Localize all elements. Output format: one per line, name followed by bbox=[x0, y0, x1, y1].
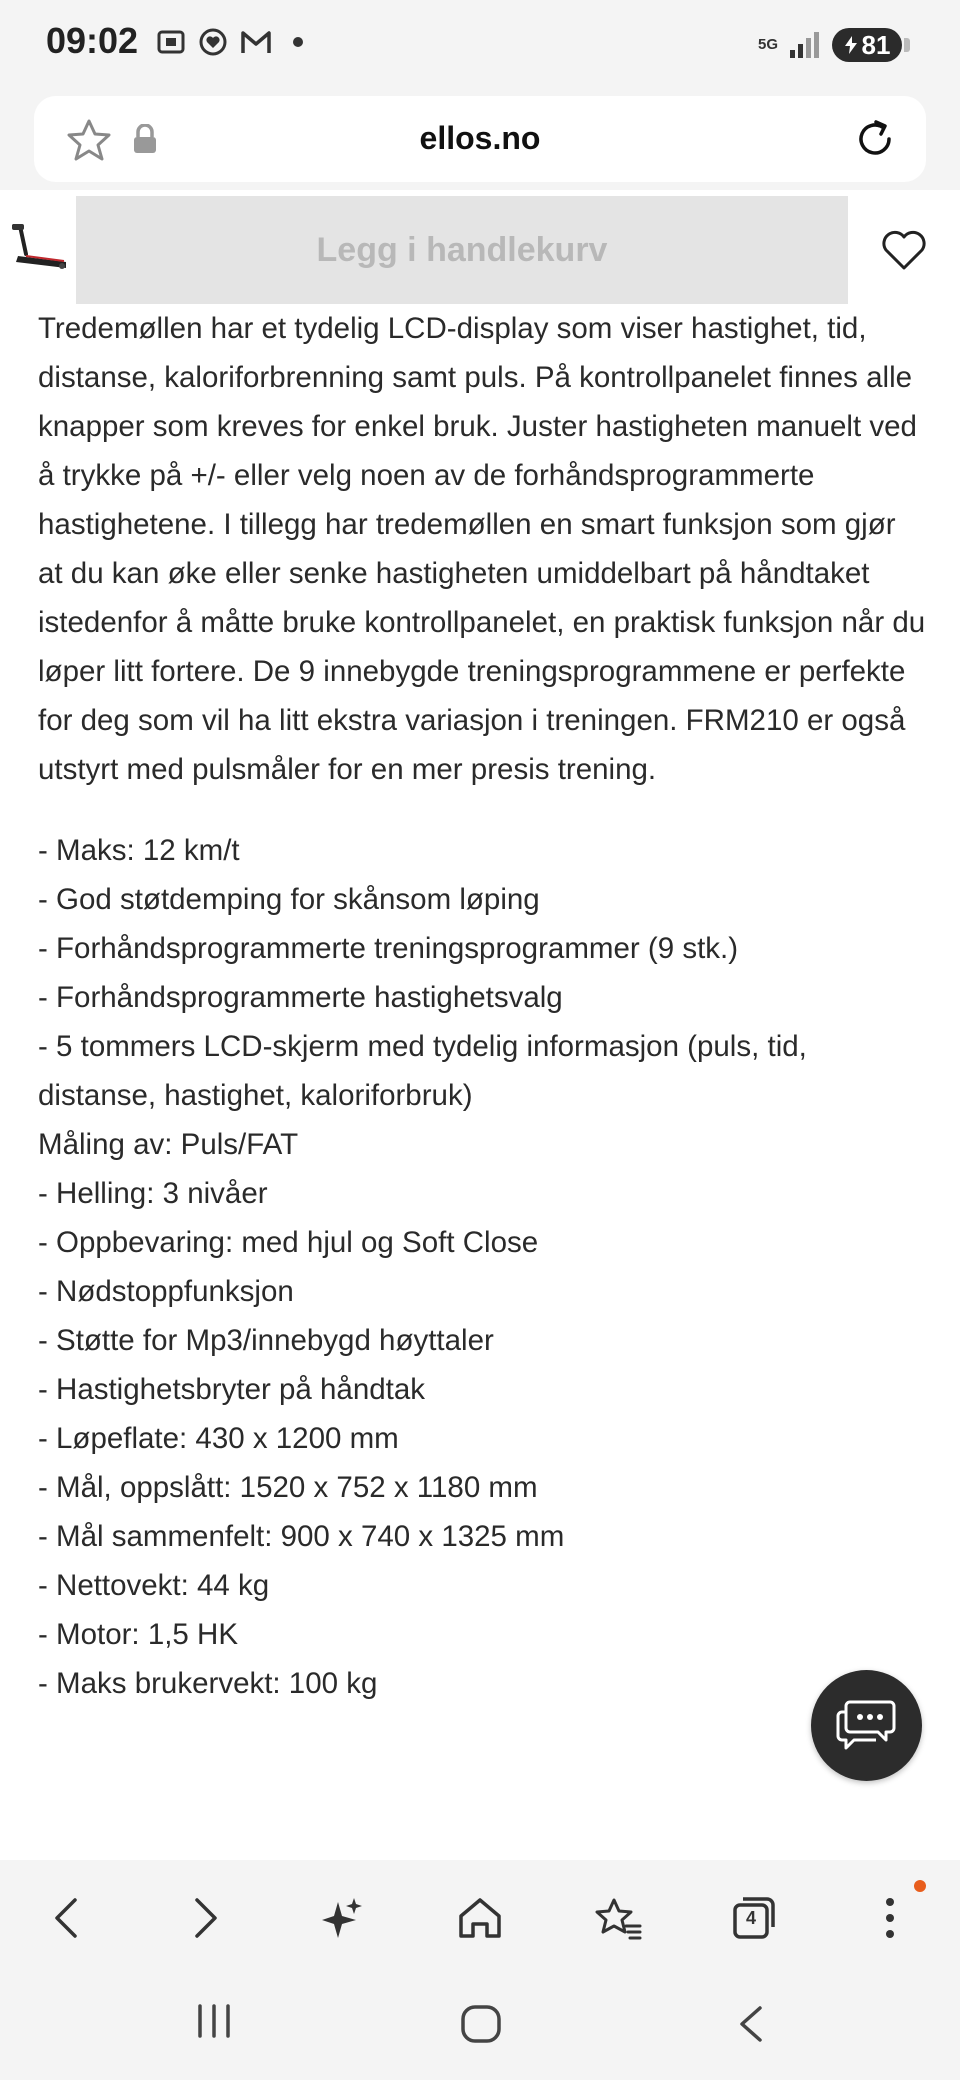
add-to-cart-button[interactable]: Legg i handlekurv bbox=[76, 196, 848, 304]
status-system-icons bbox=[758, 28, 910, 62]
spec-item: - Løpeflate: 430 x 1200 mm bbox=[38, 1422, 399, 1455]
tabs-button[interactable] bbox=[724, 1888, 784, 1948]
spec-item: - Helling: 3 nivåer bbox=[38, 1177, 268, 1210]
spec-item: - Hastighetsbryter på håndtak bbox=[38, 1373, 425, 1406]
sparkle-icon bbox=[320, 1896, 364, 1940]
spec-item: - Maks brukervekt: 100 kg bbox=[38, 1667, 378, 1700]
spec-item: - Maks: 12 km/t bbox=[38, 834, 240, 867]
browser-toolbar bbox=[0, 90, 960, 190]
status-notification-icons bbox=[155, 26, 303, 58]
battery-nub bbox=[904, 38, 910, 52]
spec-item: - God støtdemping for skånsom løping bbox=[38, 883, 540, 916]
back-system-icon[interactable] bbox=[736, 2004, 764, 2044]
recent-apps-icon[interactable] bbox=[196, 2004, 232, 2038]
product-description bbox=[38, 304, 928, 1708]
ai-assist-button[interactable] bbox=[312, 1888, 372, 1948]
sticky-product-bar bbox=[0, 190, 960, 308]
spec-item: - Nødstoppfunksjon bbox=[38, 1275, 294, 1308]
more-notifications-icon bbox=[293, 37, 303, 47]
status-time: 09:02 bbox=[46, 20, 139, 61]
health-icon bbox=[197, 26, 229, 58]
description-paragraph: Tredemøllen har et tydelig LCD-display som viser hastighet, tid, distanse, kaloriforbrenning samt puls. På kontrollpanelet finnes alle knapper som kreves for enkel bruk. Juster hastigheten manuelt ved å trykke på +/- eller velg noen av de forhåndsprogrammerte hastighetene. I tillegg har tredemøllen en smart funksjon som gjør at du kan øke eller senke hastigheten umiddelbart på håndtaket istedenfor å måtte bruke kontrollpanelet, en praktisk funksjon når du løper litt fortere. De 9 innebygde treningsprogrammene er perfekte for deg som vil ha litt ekstra variasjon i treningen. FRM210 er også utstyrt med pulsmåler for en mer presis trening. bbox=[38, 312, 926, 786]
chat-icon bbox=[836, 1698, 898, 1754]
menu-button[interactable] bbox=[860, 1888, 920, 1948]
forward-button[interactable] bbox=[176, 1888, 236, 1948]
battery-level: 81 bbox=[861, 29, 891, 60]
spec-item: - Oppbevaring: med hjul og Soft Close bbox=[38, 1226, 539, 1259]
gmail-icon bbox=[239, 27, 273, 57]
spec-item: - Mål, oppslått: 1520 x 752 x 1180 mm bbox=[38, 1471, 538, 1504]
spec-item: - 5 tommers LCD-skjerm med tydelig informasjon (puls, tid, distanse, hastighet, kaloriforbruk) bbox=[38, 1030, 807, 1112]
network-type: 5G bbox=[757, 36, 778, 53]
home-icon bbox=[457, 1896, 503, 1940]
bookmarks-button[interactable] bbox=[588, 1888, 648, 1948]
spec-list bbox=[38, 826, 928, 1708]
forward-arrow-icon bbox=[191, 1896, 221, 1940]
heart-icon[interactable] bbox=[880, 228, 928, 272]
spec-item: - Forhåndsprogrammerte hastighetsvalg bbox=[38, 981, 563, 1014]
url-domain[interactable]: ellos.no bbox=[419, 120, 541, 156]
spec-item: Måling av: Puls/FAT bbox=[38, 1128, 299, 1161]
status-bar bbox=[0, 0, 960, 90]
tab-count: 4 bbox=[746, 1908, 757, 1928]
spec-item: - Støtte for Mp3/innebygd høyttaler bbox=[38, 1324, 494, 1357]
url-bar[interactable] bbox=[34, 96, 926, 182]
spec-item: - Mål sammenfelt: 900 x 740 x 1325 mm bbox=[38, 1520, 565, 1553]
product-thumbnail[interactable] bbox=[6, 220, 70, 276]
system-nav-bar bbox=[0, 1964, 960, 2080]
home-system-icon[interactable] bbox=[460, 2004, 502, 2044]
home-button[interactable] bbox=[450, 1888, 510, 1948]
battery-icon bbox=[832, 28, 902, 62]
screenshot-icon bbox=[155, 26, 187, 58]
bookmarks-icon bbox=[594, 1896, 642, 1940]
reload-icon[interactable] bbox=[852, 116, 898, 162]
menu-notification-dot bbox=[914, 1880, 926, 1892]
spec-item: - Nettovekt: 44 kg bbox=[38, 1569, 270, 1602]
back-arrow-icon bbox=[51, 1896, 81, 1940]
signal-icon bbox=[788, 30, 822, 60]
browser-bottom-nav bbox=[0, 1860, 960, 1964]
spec-item: - Motor: 1,5 HK bbox=[38, 1618, 239, 1651]
more-vertical-icon bbox=[884, 1896, 896, 1940]
chat-button[interactable] bbox=[811, 1670, 922, 1781]
back-button[interactable] bbox=[36, 1888, 96, 1948]
spec-item: - Forhåndsprogrammerte treningsprogrammer (9 stk.) bbox=[38, 932, 739, 965]
